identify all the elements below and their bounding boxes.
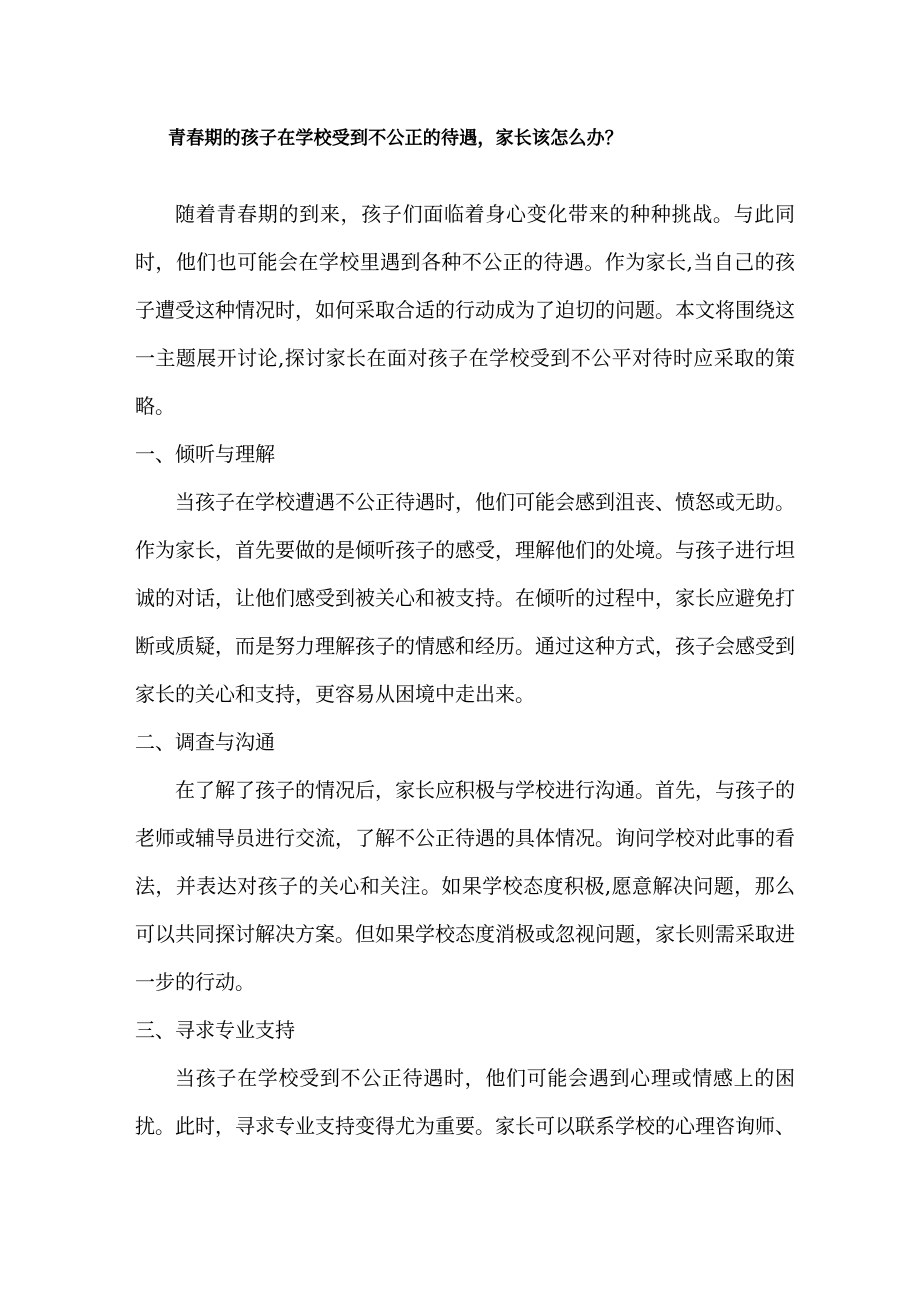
section-paragraph-listening: 当孩子在学校遭遇不公正待遇时，他们可能会感到沮丧、愤怒或无助。作为家长，首先要做的是倾听孩子的感受，理解他们的处境。与孩子进行坦诚的对话，让他们感受到被关心和被支持。在倾听的过程中，家长应避免打断或质疑，而是努力理解孩子的情感和经历。通过这种方式，孩子会感受到家长的关心和支持，更容易从困境中走出来。 (135, 490, 795, 706)
document-title: 青春期的孩子在学校受到不公正的待遇，家长该怎么办？ (168, 128, 623, 149)
section-heading-professional-support: 三、寻求专业支持 (135, 1018, 295, 1042)
section-heading-listening: 一、倾听与理解 (135, 442, 275, 466)
section-paragraph-investigation: 在了解了孩子的情况后，家长应积极与学校进行沟通。首先，与孩子的老师或辅导员进行交流，了解不公正待遇的具体情况。询问学校对此事的看法，并表达对孩子的关心和关注。如果学校态度积极,愿意解决问题，那么可以共同探讨解决方案。但如果学校态度消极或忽视问题，家长则需采取进一步的行动。 (135, 778, 795, 994)
section-heading-investigation: 二、调查与沟通 (135, 730, 275, 754)
document-body (135, 190, 795, 1150)
section-paragraph-professional-support: 当孩子在学校受到不公正待遇时，他们可能会遇到心理或情感上的困扰。此时，寻求专业支持变得尤为重要。家长可以联系学校的心理咨询师、 (135, 1066, 795, 1138)
intro-paragraph: 随着青春期的到来，孩子们面临着身心变化带来的种种挑战。与此同时，他们也可能会在学校里遇到各种不公正的待遇。作为家长,当自己的孩子遭受这种情况时，如何采取合适的行动成为了迫切的问题。本文将围绕这一主题展开讨论,探讨家长在面对孩子在学校受到不公平对待时应采取的策略。 (135, 202, 795, 418)
